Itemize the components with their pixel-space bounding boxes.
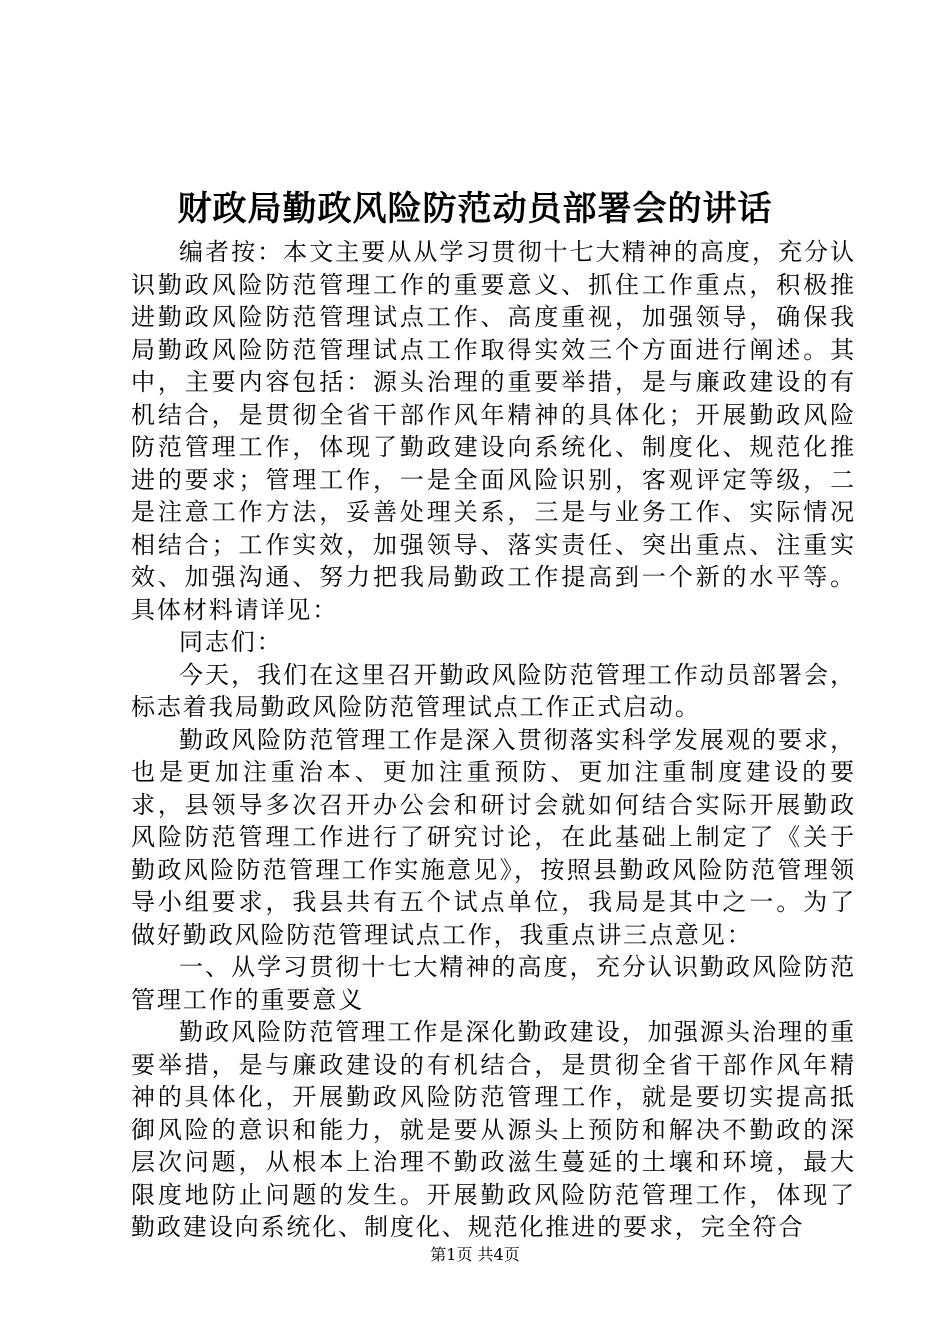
editor-note-paragraph: 编者按：本文主要从从学习贯彻十七大精神的高度，充分认识勤政风险防范管理工作的重要意义、抓住工作重点，积极推进勤政风险防范管理试点工作、高度重视，加强领导，确保我局勤政风险防范管理试点工作取得实效三个方面进行阐述。其中，主要内容包括：源头治理的重要举措，是与廉政建设的有机结合，是贯彻全省干部作风年精神的具体化；开展勤政风险防范管理工作，体现了勤政建设向系统化、制度化、规范化推进的要求；管理工作，一是全面风险识别，客观评定等级，二是注意工作方法，妥善处理关系，三是与业务工作、实际情况相结合；工作实效，加强领导、落实责任、突出重点、注重实效、加强沟通、努力把我局勤政工作提高到一个新的水平等。具体材料请详见： [131,238,856,624]
body-paragraph: 勤政风险防范管理工作是深化勤政建设，加强源头治理的重要举措，是与廉政建设的有机结合，是贯彻全省干部作风年精神的具体化，开展勤政风险防范管理工作，就是要切实提高抵御风险的意识和能力，就是要从源头上预防和解决不勤政的深层次问题，从根本上治理不勤政滋生蔓延的土壤和环境，最大限度地防止问题的发生。开展勤政风险防范管理工作，体现了勤政建设向系统化、制度化、规范化推进的要求，完全符合 [131,1018,856,1241]
salutation-paragraph: 同志们： [179,628,283,656]
page-number-footer: 第1页 共4页 [430,1245,520,1264]
document-body [131,236,856,1244]
document-title: 财政局勤政风险防范动员部署会的讲话 [177,189,773,229]
body-paragraph: 今天，我们在这里召开勤政风险防范管理工作动员部署会，标志着我局勤政风险防范管理试点工作正式启动。 [131,660,856,721]
body-paragraph: 勤政风险防范管理工作是深入贯彻落实科学发展观的要求，也是更加注重治本、更加注重预防、更加注重制度建设的要求，县领导多次召开办公会和研讨会就如何结合实际开展勤政风险防范管理工作进行了研究讨论，在此基础上制定了《关于勤政风险防范管理工作实施意见》，按照县勤政风险防范管理领导小组要求，我县共有五个试点单位，我局是其中之一。为了做好勤政风险防范管理试点工作，我重点讲三点意见： [131,725,856,949]
section-heading: 一、从学习贯彻十七大精神的高度，充分认识勤政风险防范管理工作的重要意义 [131,953,856,1014]
